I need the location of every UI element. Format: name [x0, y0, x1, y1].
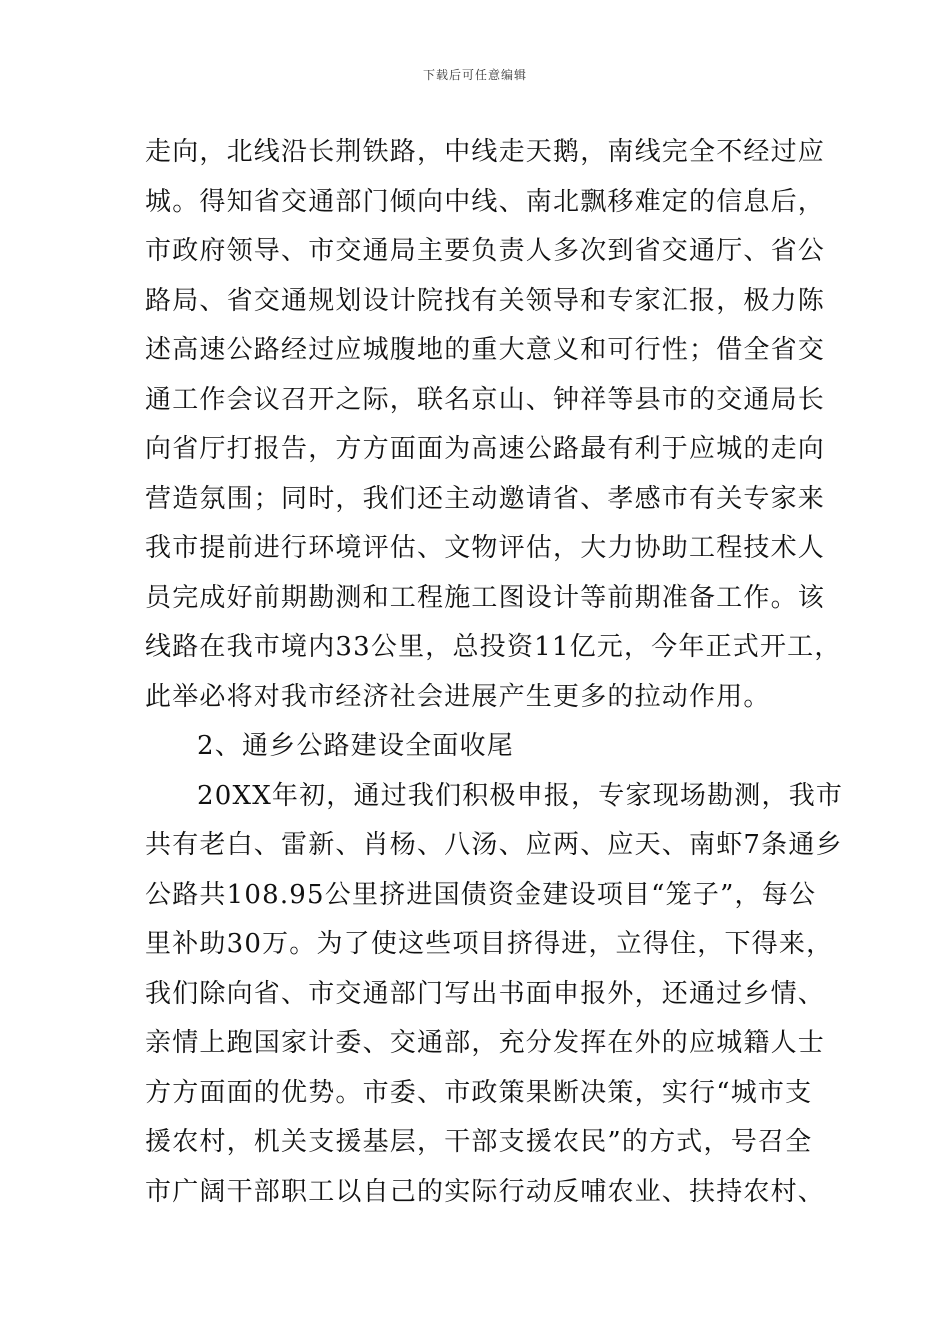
document-body: [145, 128, 844, 1217]
text-line: 营造氛围；同时，我们还主动邀请省、孝感市有关专家来: [145, 483, 826, 514]
section-heading: 2、通乡公路建设全面收尾: [197, 731, 514, 761]
text-line: 市政府领导、市交通局主要负责人多次到省交通厅、省公: [145, 236, 826, 266]
text-line: 我市提前进行环境评估、文物评估，大力协助工程技术人: [145, 533, 826, 563]
text-line: 市广阔干部职工以自己的实际行动反哺农业、扶持农村、: [145, 1176, 826, 1207]
text-line: 里补助30万。为了使这些项目挤得进，立得住，下得来，: [145, 929, 834, 959]
text-line: 向省厅打报告，方方面面为高速公路最有利于应城的走向: [145, 434, 826, 464]
text-line: 亲情上跑国家计委、交通部，充分发挥在外的应城籍人士: [145, 1028, 826, 1058]
text-line: 此举必将对我市经济社会进展产生更多的拉动作用。: [145, 681, 771, 712]
text-line: 员完成好前期勘测和工程施工图设计等前期准备工作。该: [145, 582, 826, 613]
text-line: 共有老白、雷新、肖杨、八汤、应两、应天、南虾7条通乡: [145, 830, 843, 860]
text-line: 路局、省交通规划设计院找有关领导和专家汇报，极力陈: [145, 285, 826, 316]
text-line: 我们除向省、市交通部门写出书面申报外，还通过乡情、: [145, 978, 826, 1009]
text-line: 城。得知省交通部门倾向中线、南北飘移难定的信息后，: [145, 186, 826, 217]
page-header: 下载后可任意编辑: [422, 68, 527, 82]
text-line: 方方面面的优势。市委、市政策果断决策，实行“城市支: [145, 1077, 813, 1108]
paragraph-first-line: 20XX年初，通过我们积极申报，专家现场勘测，我市: [197, 780, 844, 811]
text-line: 援农村，机关支援基层，干部支援农民”的方式，号召全: [145, 1127, 813, 1157]
text-line: 公路共108.95公里挤进国债资金建设项目“笼子”，每公: [145, 879, 817, 910]
text-line: 述高速公路经过应城腹地的重大意义和可行性；借全省交: [145, 335, 826, 365]
text-line: 线路在我市境内33公里，总投资11亿元，今年正式开工，: [145, 632, 842, 662]
text-line: 走向，北线沿长荆铁路，中线走天鹅，南线完全不经过应: [145, 137, 826, 167]
text-line: 通工作会议召开之际，联名京山、钟祥等县市的交通局长: [145, 384, 826, 415]
